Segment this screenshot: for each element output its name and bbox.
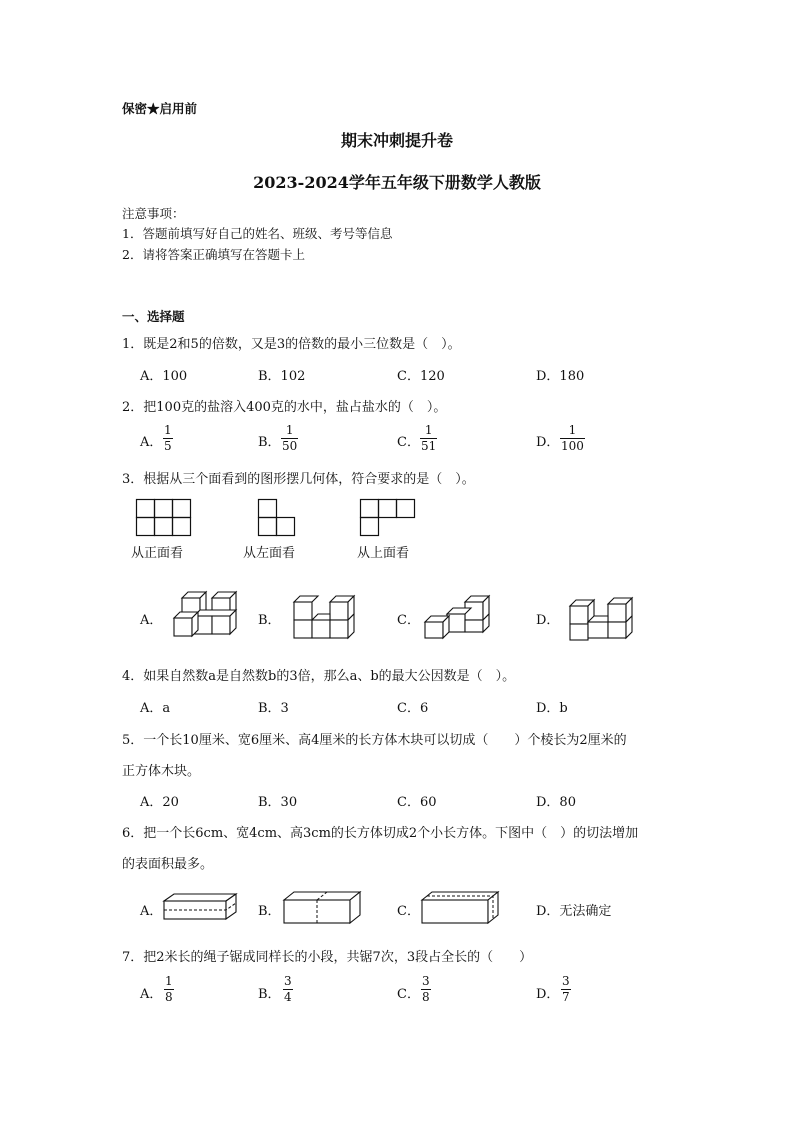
question-2: 2．把100克的盐溶入400克的水中，盐占盐水的（ ）。 — [122, 400, 447, 415]
q4-option-d[interactable]: D．b — [536, 701, 568, 716]
notice-item-2: 2．请将答案正确填写在答题卡上 — [122, 247, 305, 262]
q2-option-c-label[interactable]: C． — [397, 435, 420, 450]
q6-option-a-cuboid[interactable] — [160, 893, 238, 921]
q3-option-b-label[interactable]: B． — [258, 613, 281, 628]
q4-option-a[interactable]: A．a — [140, 701, 171, 716]
top-view-label: 从上面看 — [357, 546, 410, 561]
notice-heading: 注意事项： — [122, 206, 185, 221]
q7-option-d-label[interactable]: D． — [536, 987, 560, 1002]
q1-option-d[interactable]: D．180 — [536, 369, 585, 384]
q3-option-d-cubes[interactable] — [568, 596, 634, 642]
page-subtitle: 2023-2024学年五年级下册数学人教版 — [253, 173, 541, 192]
q6-option-c-label[interactable]: C． — [397, 904, 420, 919]
q6-option-b-label[interactable]: B． — [258, 904, 281, 919]
q5-option-a[interactable]: A．20 — [140, 795, 179, 810]
notice-item-1: 1．答题前填写好自己的姓名、班级、考号等信息 — [122, 226, 393, 241]
q2-option-b-fraction: 1 50 — [282, 423, 298, 453]
question-1: 1．既是2和5的倍数，又是3的倍数的最小三位数是（ ）。 — [122, 337, 461, 352]
front-view-grid — [136, 499, 191, 536]
left-view-grid — [258, 499, 295, 536]
q4-option-b[interactable]: B．3 — [258, 701, 289, 716]
q6-option-a-label[interactable]: A． — [140, 904, 163, 919]
q7-option-c-label[interactable]: C． — [397, 987, 420, 1002]
q1-option-c[interactable]: C．120 — [397, 369, 445, 384]
q5-option-b[interactable]: B．30 — [258, 795, 298, 810]
q1-option-a[interactable]: A．100 — [140, 369, 188, 384]
q2-option-a-label[interactable]: A． — [140, 435, 163, 450]
q6-option-c-cuboid[interactable] — [420, 891, 500, 925]
q5-option-d[interactable]: D．80 — [536, 795, 576, 810]
q2-option-c-fraction: 1 51 — [421, 423, 437, 453]
q4-option-c[interactable]: C．6 — [397, 701, 429, 716]
question-4: 4．如果自然数a是自然数b的3倍，那么a、b的最大公因数是（ ）。 — [122, 669, 516, 684]
q3-option-c-cubes[interactable] — [423, 594, 489, 640]
question-5-line-2: 正方体木块。 — [122, 764, 201, 779]
q3-option-d-label[interactable]: D． — [536, 613, 560, 628]
page-title: 期末冲刺提升卷 — [340, 131, 453, 150]
q2-option-d-label[interactable]: D． — [536, 435, 560, 450]
question-7: 7．把2米长的绳子锯成同样长的小段，共锯7次，3段占全长的（ ） — [122, 950, 533, 965]
front-view-label: 从正面看 — [131, 546, 184, 561]
question-5-line-1: 5．一个长10厘米、宽6厘米、高4厘米的长方体木块可以切成（ ）个棱长为2厘米的 — [122, 733, 627, 748]
q7-option-b-label[interactable]: B． — [258, 987, 281, 1002]
q3-option-b-cubes[interactable] — [292, 594, 352, 640]
q2-option-d-fraction: 1 100 — [561, 423, 584, 453]
q6-option-d[interactable]: D．无法确定 — [536, 904, 612, 919]
q2-option-a-fraction: 1 5 — [164, 423, 172, 453]
q3-option-c-label[interactable]: C． — [397, 613, 420, 628]
q6-option-b-cuboid[interactable] — [282, 891, 362, 925]
q7-option-c-fraction: 3 8 — [422, 974, 430, 1004]
top-view-grid — [360, 499, 415, 536]
section-title: 一、选择题 — [122, 309, 185, 324]
q2-option-b-label[interactable]: B． — [258, 435, 281, 450]
q7-option-a-label[interactable]: A． — [140, 987, 163, 1002]
q3-option-a-label[interactable]: A． — [140, 613, 163, 628]
q7-option-b-fraction: 3 4 — [284, 974, 292, 1004]
q1-option-b[interactable]: B．102 — [258, 369, 306, 384]
secret-mark: 保密★启用前 — [122, 101, 198, 116]
q5-option-c[interactable]: C．60 — [397, 795, 437, 810]
question-6-line-1: 6．把一个长6cm、宽4cm、高3cm的长方体切成2个小长方体。下图中（ ）的切法增加 — [122, 826, 639, 841]
q7-option-a-fraction: 1 8 — [165, 974, 173, 1004]
q3-option-a-cubes[interactable] — [172, 590, 238, 638]
left-view-label: 从左面看 — [243, 546, 296, 561]
q7-option-d-fraction: 3 7 — [562, 974, 570, 1004]
question-3: 3．根据从三个面看到的图形摆几何体，符合要求的是（ ）。 — [122, 472, 475, 487]
question-6-line-2: 的表面积最多。 — [122, 857, 214, 872]
